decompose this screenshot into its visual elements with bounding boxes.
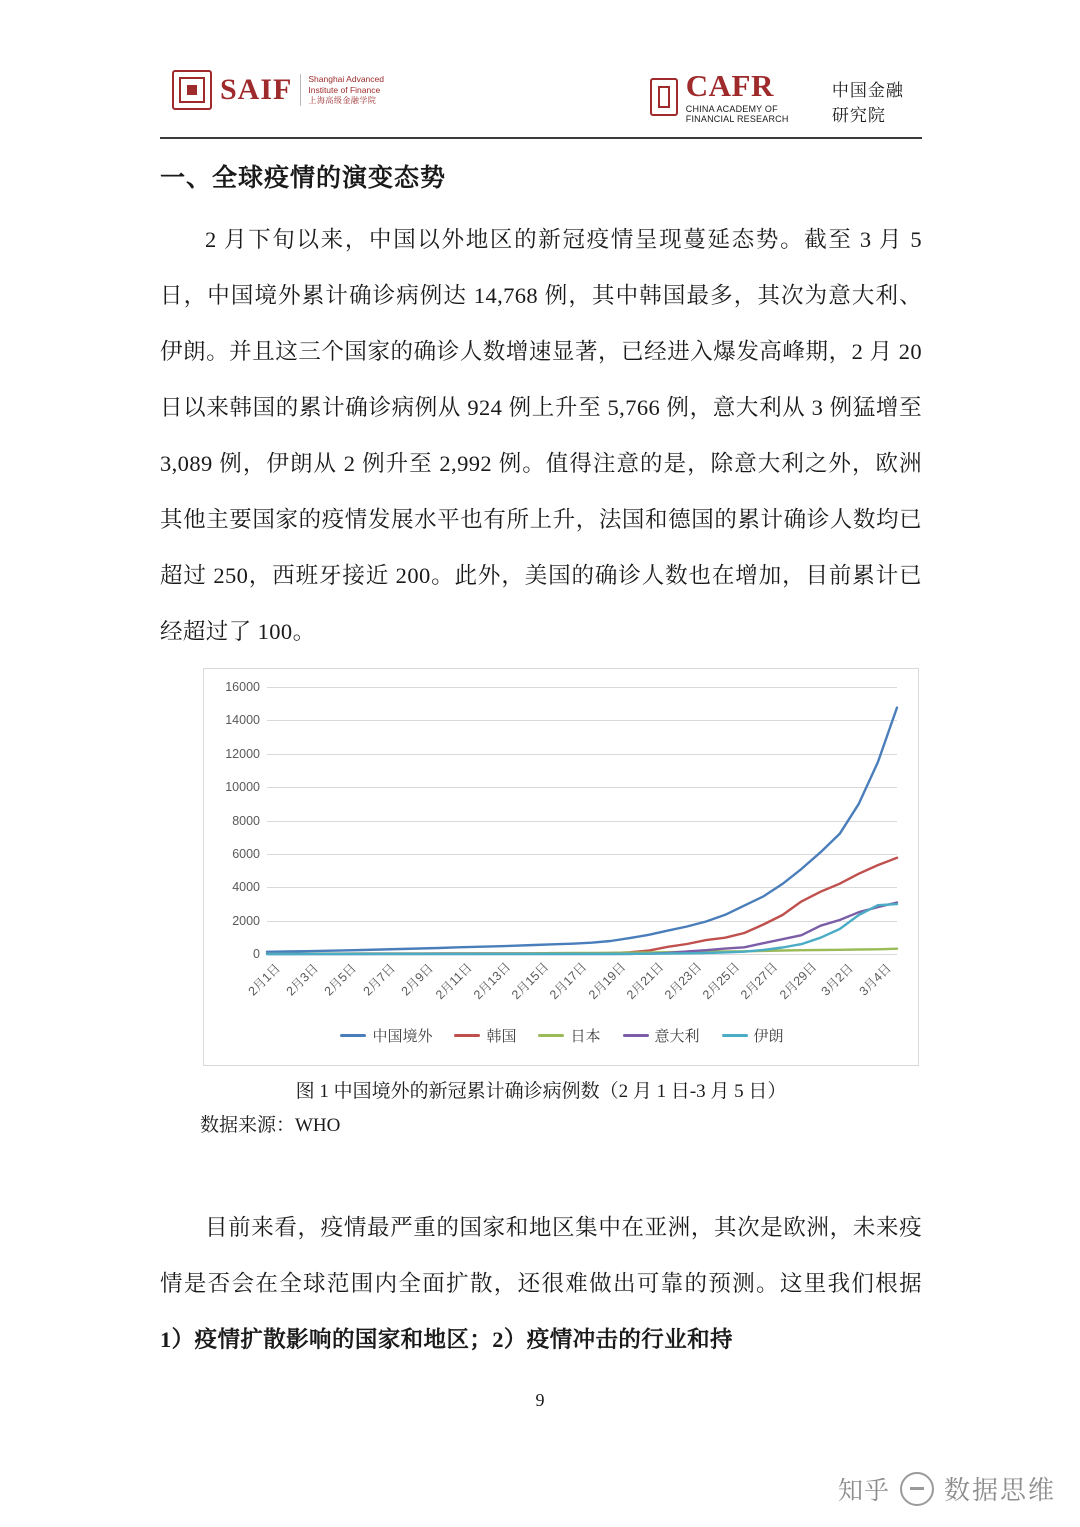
page-number: 9 bbox=[535, 1390, 545, 1410]
chart-legend-item bbox=[722, 1025, 784, 1046]
chart-x-tick-label: 2月19日 bbox=[585, 959, 628, 1003]
chart-series-line bbox=[267, 708, 897, 952]
chart-legend-label: 日本 bbox=[570, 1029, 601, 1045]
chart-x-tick-label: 2月27日 bbox=[738, 959, 781, 1003]
chart-series-line bbox=[267, 858, 897, 954]
chart-legend-swatch bbox=[623, 1034, 649, 1037]
page-header bbox=[160, 62, 920, 140]
watermark-badge-icon bbox=[900, 1472, 934, 1506]
chart-y-tick-label: 10000 bbox=[225, 780, 260, 795]
watermark-text: 数据思维 bbox=[943, 1476, 1056, 1505]
chart-series-layer bbox=[267, 687, 897, 954]
chart-x-tick-label: 2月11日 bbox=[432, 960, 475, 1003]
chart-legend-swatch bbox=[538, 1034, 564, 1037]
cafr-english-name: CHINA ACADEMY OF FINANCIAL RESEARCH bbox=[685, 104, 789, 124]
chart-legend-label: 中国境外 bbox=[372, 1029, 433, 1045]
saif-subtitle bbox=[300, 74, 384, 105]
chart-x-tick-label: 2月29日 bbox=[776, 959, 819, 1003]
chart-x-tick-label: 2月9日 bbox=[398, 961, 436, 999]
chart-x-tick-label: 2月23日 bbox=[662, 959, 705, 1003]
chart-legend-item bbox=[340, 1025, 432, 1046]
chart-legend-item bbox=[538, 1025, 600, 1046]
chart-y-tick-label: 0 bbox=[253, 947, 260, 961]
chart-x-tick-label: 2月21日 bbox=[623, 959, 667, 1003]
chart-y-tick-label: 4000 bbox=[232, 880, 260, 895]
paragraph-2-bold: 1）疫情扩散影响的国家和地区；2）疫情冲击的行业和持 bbox=[160, 1327, 733, 1352]
chart-legend-swatch bbox=[722, 1034, 748, 1037]
chart-y-tick-label: 8000 bbox=[232, 813, 260, 828]
saif-subtitle-line1: Shanghai Advanced bbox=[308, 74, 384, 85]
chart-legend-swatch bbox=[340, 1034, 366, 1037]
section-title: 一、全球疫情的演变态势 bbox=[160, 165, 447, 192]
chart-x-tick-label: 2月13日 bbox=[471, 959, 514, 1003]
chart-legend-item bbox=[623, 1025, 700, 1046]
chart-x-tick-label: 2月15日 bbox=[509, 959, 552, 1003]
chart-y-tick-label: 12000 bbox=[225, 746, 260, 761]
chart-x-tick-label: 2月3日 bbox=[283, 961, 322, 999]
figure-caption: 图 1 中国境外的新冠累计确诊病例数（2 月 1 日-3 月 5 日） bbox=[295, 1081, 787, 1102]
chart-legend-label: 意大利 bbox=[654, 1029, 700, 1045]
saif-subtitle-line3: 上海高级金融学院 bbox=[308, 95, 377, 105]
paragraph-2 bbox=[160, 1200, 922, 1368]
cafr-logo bbox=[650, 68, 920, 126]
chart-legend bbox=[204, 1025, 920, 1046]
chart-x-tick-label: 3月4日 bbox=[856, 961, 894, 999]
chart-y-tick-label: 6000 bbox=[232, 846, 260, 861]
cafr-chinese-name: 中国金融研究院 bbox=[831, 81, 904, 125]
chart-series-line bbox=[267, 903, 897, 955]
paragraph-1: 2 月下旬以来，中国以外地区的新冠疫情呈现蔓延态势。截至 3 月 5 日，中国境外累计确诊病例达 14,768 例，其中韩国最多，其次为意大利、伊朗。并且这三个国家的确诊人数增速显著，已经进入爆发高峰期，2 月 20 日以来韩国的累计确诊病例从 924 例上升至 5,766 例，意大利从 3 例猛增至 3,089 例，伊朗从 2 例升至 2,992 例。值得注意的是，除意大利之外，欧洲其他主要国家的疫情发展水平也有所上升，法国和德国的累计确诊人数均已超过 250，西班牙接近 200。此外，美国的确诊人数也在增加，目前累计已经超过了 100。 bbox=[160, 227, 922, 644]
paragraph-2-plain: 目前来看，疫情最严重的国家和地区集中在亚洲，其次是欧洲，未来疫情是否会在全球范围内全面扩散，还很难做出可靠的预测。这里我们根据 bbox=[160, 1215, 922, 1296]
cafr-wordmark-group bbox=[685, 67, 824, 124]
saif-subtitle-line2: Institute of Finance bbox=[308, 85, 381, 95]
chart-y-tick-label: 14000 bbox=[225, 713, 260, 728]
chart-legend-label: 伊朗 bbox=[753, 1029, 784, 1045]
chart-series-line bbox=[267, 904, 897, 954]
chart-x-tick-label: 2月5日 bbox=[321, 961, 360, 999]
chart-x-tick-label: 2月25日 bbox=[700, 959, 743, 1003]
chart-x-tick-label: 2月1日 bbox=[245, 961, 284, 999]
figure-source: 数据来源：WHO bbox=[200, 1115, 341, 1136]
watermark-logo: 知乎 bbox=[837, 1476, 890, 1505]
chart-x-tick-label: 2月17日 bbox=[547, 959, 590, 1003]
chart-legend-label: 韩国 bbox=[486, 1029, 517, 1045]
chart-legend-item bbox=[454, 1025, 516, 1046]
chart-x-tick-label: 3月2日 bbox=[818, 961, 856, 999]
chart-legend-swatch bbox=[454, 1034, 480, 1037]
chart-x-tick-label: 2月7日 bbox=[360, 961, 398, 999]
header-divider bbox=[160, 137, 922, 139]
chart-y-tick-label: 16000 bbox=[225, 680, 260, 694]
saif-seal-icon bbox=[172, 70, 212, 110]
saif-wordmark: SAIF bbox=[220, 73, 293, 106]
saif-logo bbox=[172, 70, 384, 110]
chart-y-tick-label: 2000 bbox=[232, 913, 260, 928]
figure-chart bbox=[203, 668, 919, 1066]
chart-plot-area bbox=[225, 680, 897, 1003]
watermark bbox=[838, 1470, 1056, 1507]
cafr-seal-icon bbox=[650, 78, 678, 116]
cafr-wordmark: CAFR bbox=[685, 67, 774, 103]
